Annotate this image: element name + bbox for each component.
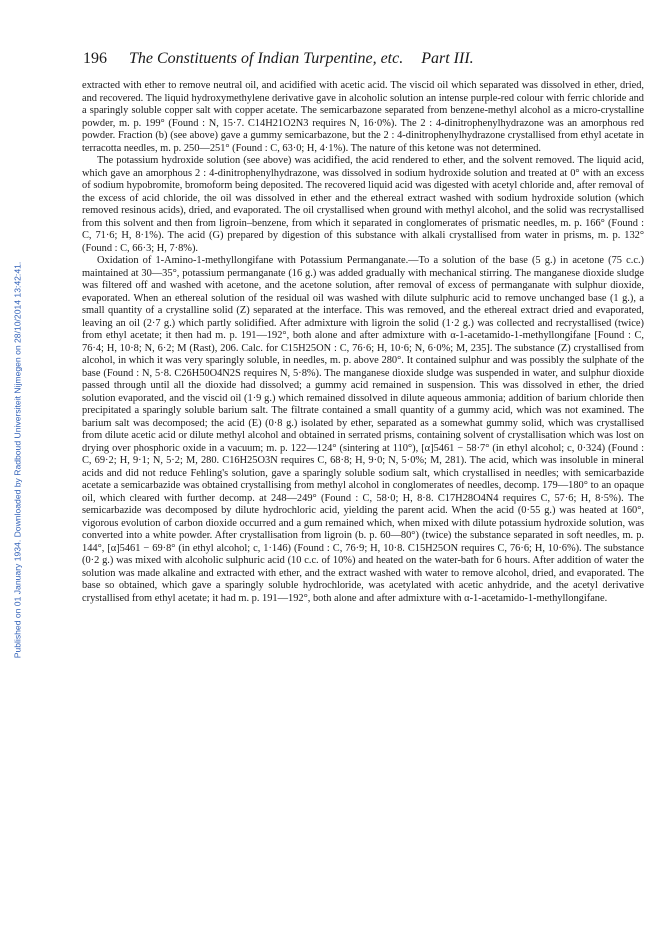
download-notice <box>10 130 24 790</box>
part-label: Part III. <box>421 50 474 67</box>
page-number: 196 <box>83 50 107 67</box>
running-title: The Constituents of Indian Turpentine, etc. <box>129 50 404 67</box>
paragraph: Oxidation of 1-Amino-1-methyllongifane with Potassium Permanganate.—To a solution of the base (5 g.) in acetone (75 c.c.) maintained at 30—35°, potassium permanganate (16 g.) was added gradually with mechanical stirring. The manganese dioxide sludge was filtered off and washed with acetone, and the acetone solution, after removal of excess of permanganate with sulphur dioxide, evaporated. When an ethereal solution of the residual oil was washed with dilute sulphuric acid to remove unchanged base (1 g.), a small quantity of a crystalline solid (Z) separated at the interface. This was removed, and the ethereal extract dried and evaporated, leaving an oil (2·7 g.) which partly solidified. After admixture with ligroin the solid (1·2 g.) was collected and recrystallised (twice) from ethyl acetate; it then had m. p. 191—192°, both alone and after admixture with α-1-acetamido-1-methyllongifane [Found : C, 76·4; H, 10·8; N, 6·2; M (Rast), 206. Calc. for C15H25ON : C, 76·6; H, 10·6; N, 6·0%; M, 235]. The substance (Z) crystallised from alcohol, in which it was very sparingly soluble, in needles, m. p. above 280°. It contained sulphur and was possibly the sulphate of the base (Found : N, 5·8. C26H50O4N2S requires N, 5·8%). The manganese dioxide sludge was suspended in water, and sulphur dioxide passed through until all the dioxide had dissolved; a gummy acid remained in suspension. This was dissolved in ether, the dried solution evaporated, and the viscid oil (1·9 g.) which remained dissolved in dilute aqueous ammonia; addition of barium chloride then precipitated a sparingly soluble barium salt. The filtrate contained a small quantity of a gummy acid, which was not examined. The barium salt was decomposed; the acid (E) (0·8 g.) isolated by ether, separated as a somewhat gummy solid, which was crystallised from dilute acetic acid or dilute methyl alcohol and obtained in serrated prisms, containing solvent of crystallisation which was lost on drying over phosphoric oxide in a vacuum; m. p. 122—124° (sintering at 110°), [α]5461 − 58·7° (in ethyl alcohol; c, 0·324) (Found : C, 69·2; H, 9·1; N, 5·2; M, 280. C16H25O3N requires C, 68·8; H, 9·0; N, 5·0%; M, 281). The acid, which was insoluble in mineral acids and did not reduce Fehling's solution, gave a sparingly soluble sodium salt, which crystallised in needles; with semicarbazide acetate a semicarbazide was obtained crystallising from methyl alcohol in conglomerates of needles, decomp. 179—180° to an opaque oil, which cleared with further decomp. at 248—249° (Found : C, 58·0; H, 8·8. C17H28O4N4 requires C, 57·6; H, 8·5%). The semicarbazide was decomposed by dilute hydrochloric acid, yielding the parent acid. When the acid (0·55 g.) was heated at 160°, vigorous evolution of carbon dioxide occurred and a gum remained which, when mixed with dilute potassium hydroxide solution, was converted into a white powder. After crystallisation from ligroin (b. p. 60—80°) (twice) the substance separated in soft needles, m. p. 144°, [α]5461 − 69·8° (in ethyl alcohol; c, 1·146) (Found : C, 76·9; H, 10·8. C15H25ON requires C, 76·6; H, 10·6%). The substance (0·2 g.) was mixed with alcoholic sulphuric acid (10 c.c. of 10%) and heated on the water-bath for 6 hours. After addition of water the solution was made alkaline and extracted with ether, and the extract washed with water to remove alcohol, dried, and evaporated. The base so obtained, which gave a sparingly soluble hydrochloride, was acetylated with acetic anhydride, and the acetyl derivative crystallised from ethyl acetate; it had m. p. 191—192°, both alone and after admixture with α-1-acetamido-1-methyllongifane. <box>82 255 644 604</box>
paragraph: The potassium hydroxide solution (see above) was acidified, the acid rendered to ether, and the solvent removed. The liquid acid, which gave an amorphous 2 : 4-dinitrophenylhydrazone, was dissolved in sodium hydroxide solution and treated at 0° with an excess of sodium hypobromite, bromoform being deposited. The recovered liquid acid was digested with acetyl chloride and, after removal of the excess of acid chloride, the oil was dissolved in ether and the ethereal extract washed with sodium hydroxide solution (which removed resinous acids), dried, and evaporated. The oil crystallised when ground with methyl alcohol, and the solid was recrystallised from this solvent and then from ligroin–benzene, from which it separated in conglomerates of prismatic needles, m. p. 166° (Found : C, 71·6; H, 8·1%). The acid (G) prepared by digestion of this substance with alkali crystallised from water in prisms, m. p. 132° (Found : C, 66·3; H, 7·8%). <box>82 155 644 254</box>
running-header <box>83 49 643 69</box>
paragraph: extracted with ether to remove neutral oil, and acidified with acetic acid. The viscid oil which separated was dissolved in ether, dried, and recovered. The liquid hydroxymethylene derivative gave in alcoholic solution an intense purple-red colour with ferric chloride and a sparingly soluble copper salt with copper acetate. The semicarbazone separated from benzene-methyl alcohol as a micro-crystalline powder, m. p. 199° (Found : N, 15·7. C14H21O2N3 requires N, 16·0%). The 2 : 4-dinitrophenylhydrazone was an amorphous red powder. Fraction (b) (see above) gave a gummy semicarbazone, but the 2 : 4-dinitrophenylhydrazone crystallised from ethyl acetate in terracotta needles, m. p. 250—251° (Found : C, 63·0; H, 4·1%). The nature of this ketone was not determined. <box>82 80 644 154</box>
article-body <box>82 80 644 605</box>
download-notice-text: Published on 01 January 1934. Downloaded by Radboud Universiteit Nijmegen on 28/10/2014 13:42:41. <box>12 261 23 659</box>
